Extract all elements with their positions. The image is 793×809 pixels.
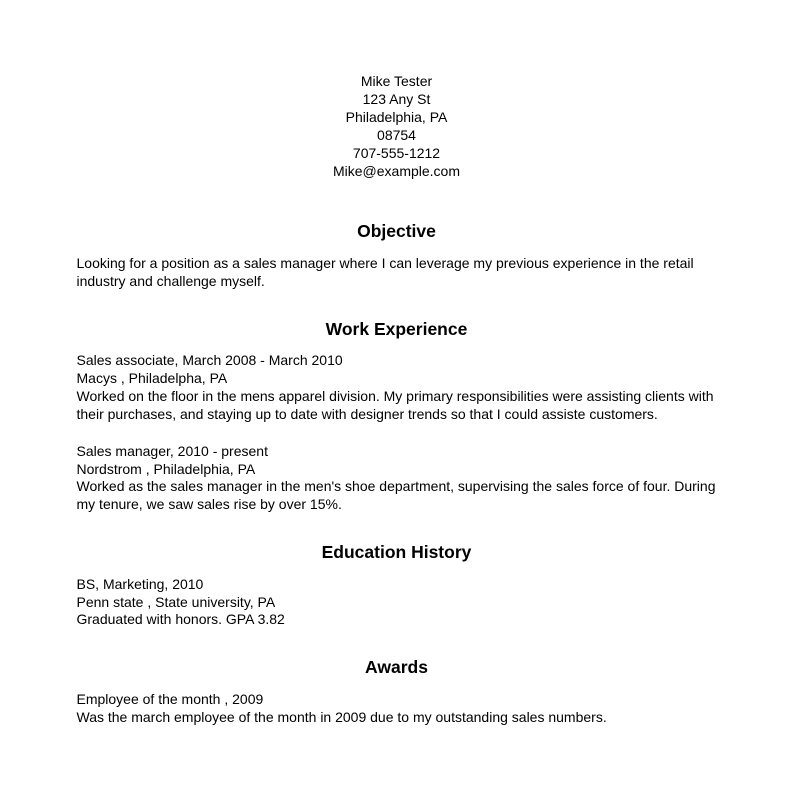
contact-block: [77, 73, 717, 180]
education-heading: Education History: [321, 542, 472, 563]
award-entry: [77, 691, 717, 727]
contact-city-state: Philadelphia, PA: [345, 108, 448, 125]
contact-zip: 08754: [377, 126, 416, 143]
award-title: Employee of the month , 2009: [76, 690, 264, 707]
job-title-dates: Sales associate, March 2008 - March 2010: [76, 352, 343, 369]
job-entry: [77, 352, 717, 424]
education-entry: [77, 576, 717, 630]
contact-phone: 707-555-1212: [352, 144, 441, 161]
job-entry: [77, 443, 717, 515]
award-description: Was the march employee of the month in 2009 due to my outstanding sales numbers.: [76, 708, 607, 725]
objective-heading: Objective: [357, 221, 436, 242]
awards-heading: Awards: [365, 657, 428, 678]
job-description: Worked as the sales manager in the men's shoe department, supervising the sales force of four. During my tenure, we saw sales rise by over 15%.: [76, 478, 716, 513]
job-title-dates: Sales manager, 2010 - present: [76, 442, 268, 459]
contact-street: 123 Any St: [362, 90, 431, 107]
job-description: Worked on the floor in the mens apparel division. My primary responsibilities were assisting clients with their purchases, and staying up to date with designer trends so that I could assiste customers.: [76, 387, 714, 422]
work-experience-heading: Work Experience: [325, 318, 468, 339]
education-school-location: Penn state , State university, PA: [76, 593, 276, 610]
education-degree: BS, Marketing, 2010: [76, 575, 204, 592]
job-employer-location: Nordstrom , Philadelphia, PA: [76, 460, 256, 477]
objective-text: Looking for a position as a sales manager where I can leverage my previous experience in the retail industry and challenge myself.: [76, 254, 694, 289]
education-notes: Graduated with honors. GPA 3.82: [76, 611, 285, 628]
contact-name: Mike Tester: [360, 73, 433, 89]
job-employer-location: Macys , Philadelpha, PA: [76, 369, 228, 386]
resume-content: [77, 0, 717, 727]
contact-email: Mike@example.com: [332, 162, 461, 179]
